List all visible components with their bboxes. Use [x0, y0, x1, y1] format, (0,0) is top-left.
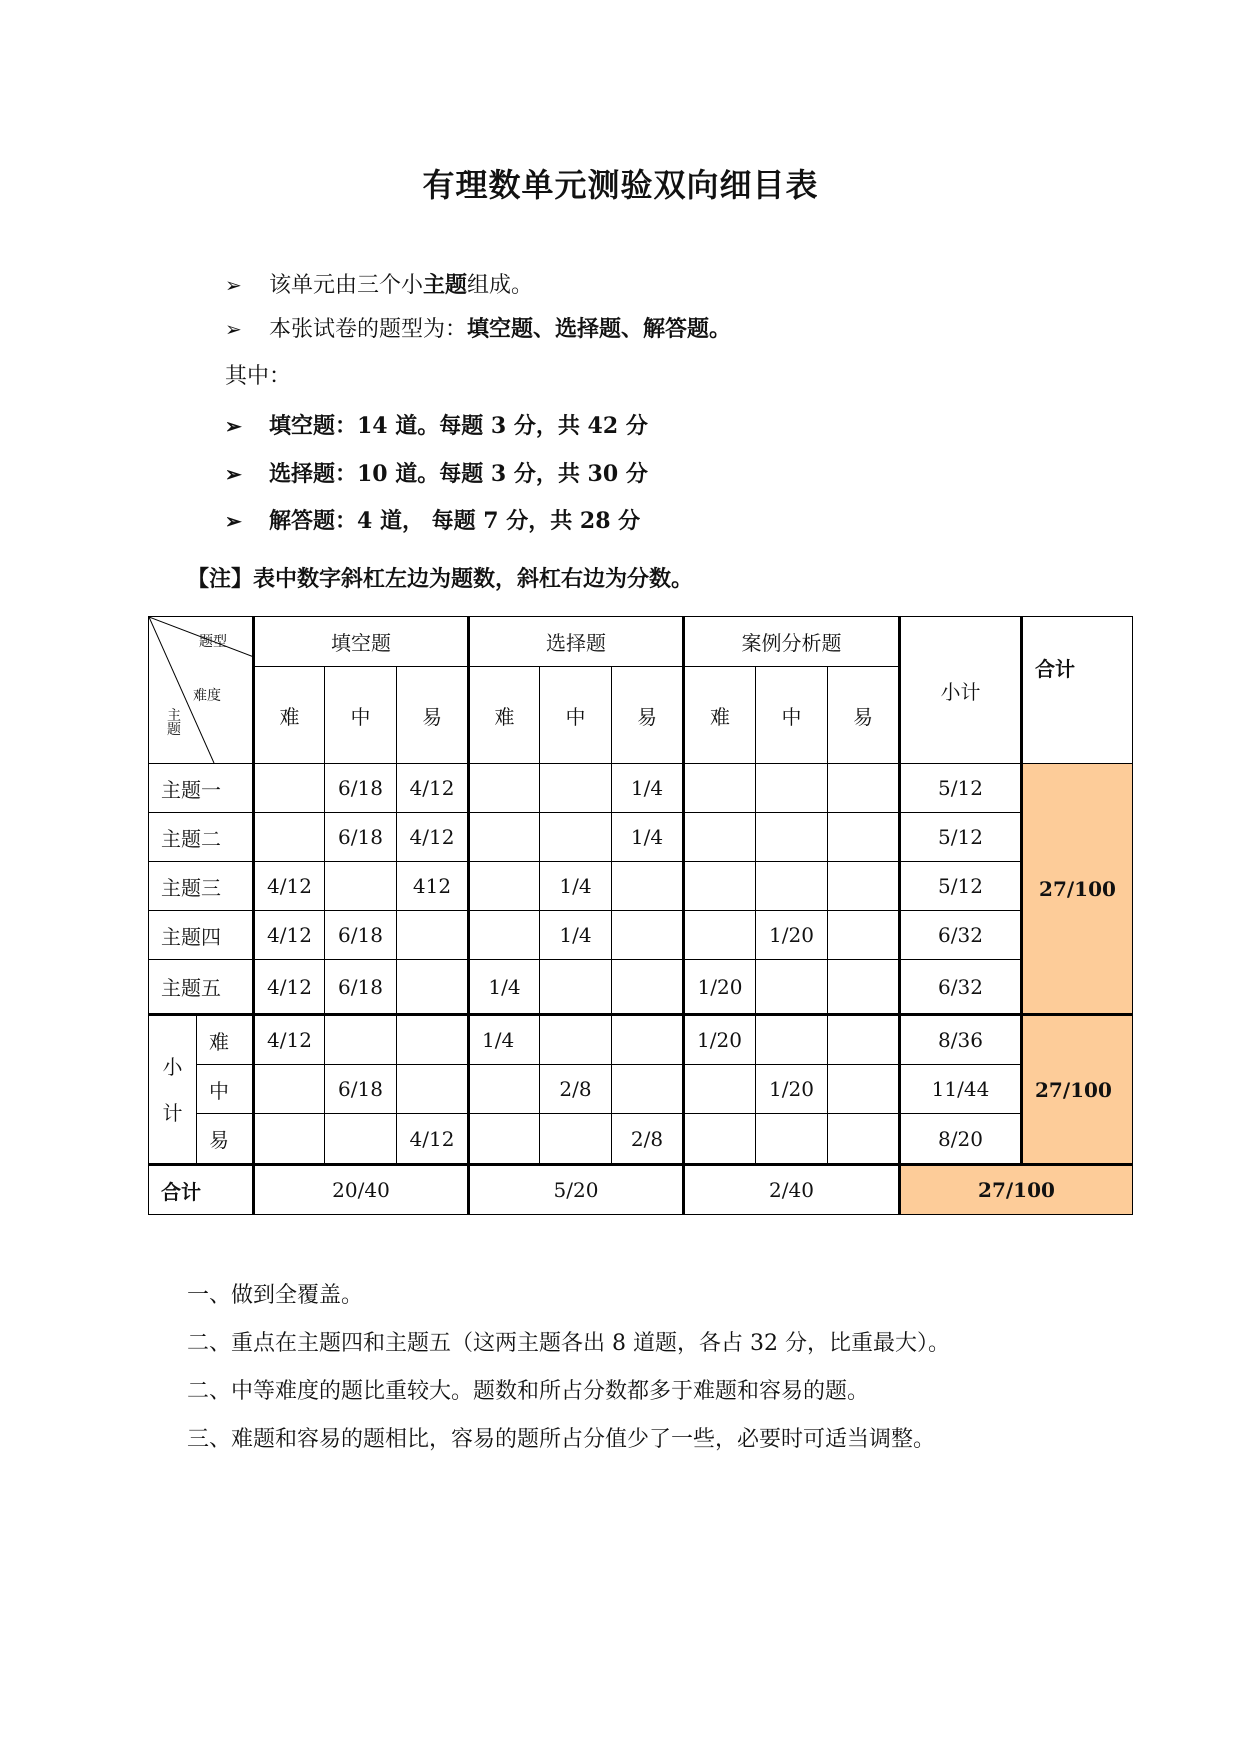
table-note: 【注】表中数字斜杠左边为题数，斜杠右边为分数。	[187, 566, 694, 592]
bullet-line: ➢ 该单元由三个小主题组成。	[225, 272, 534, 298]
table-cell	[828, 1015, 900, 1065]
table-cell	[612, 862, 684, 911]
arrow-bullet-icon: ➢	[225, 462, 242, 486]
table-cell: 1/4	[540, 911, 612, 960]
arrow-bullet-icon: ➢	[225, 509, 242, 533]
difficulty-header: 难	[469, 667, 540, 764]
table-cell	[540, 960, 612, 1015]
subtotal-header: 小计	[900, 617, 1022, 764]
table-row	[149, 1065, 1133, 1114]
difficulty-header: 中	[325, 667, 397, 764]
table-cell	[684, 1114, 756, 1165]
table-cell	[828, 1065, 900, 1114]
conclusion-line: 一、做到全覆盖。	[187, 1283, 364, 1308]
corner-header	[149, 617, 254, 764]
difficulty-level: 易	[197, 1114, 254, 1165]
row-subtotal: 8/20	[900, 1114, 1022, 1165]
corner-topic-label: 主题	[167, 708, 181, 738]
table-cell: 4/12	[254, 960, 325, 1015]
group-header: 案例分析题	[684, 617, 900, 667]
table-cell: 1/20	[684, 1015, 756, 1065]
table-cell	[540, 1114, 612, 1165]
table-cell: 412	[397, 862, 469, 911]
qizhong-label: 其中：	[225, 364, 292, 389]
table-cell	[325, 862, 397, 911]
table-row	[149, 862, 1133, 911]
group-total: 20/40	[254, 1165, 469, 1215]
table-cell	[469, 862, 540, 911]
table-cell	[828, 813, 900, 862]
table-cell	[828, 862, 900, 911]
conclusion-line: 二、重点在主题四和主题五（这两主题各出 8 道题，各占 32 分，比重最大）。	[187, 1331, 950, 1356]
table-cell	[828, 1114, 900, 1165]
topic-name: 主题三	[149, 862, 254, 911]
table-cell	[469, 1065, 540, 1114]
table-row	[149, 1015, 1133, 1065]
row-subtotal: 5/12	[900, 813, 1022, 862]
table-cell: 1/4	[612, 813, 684, 862]
conclusion-line: 三、难题和容易的题相比，容易的题所占分值少了一些，必要时可适当调整。	[187, 1427, 936, 1452]
difficulty-header: 易	[612, 667, 684, 764]
table-row	[149, 911, 1133, 960]
table-cell: 4/12	[397, 764, 469, 813]
table-cell	[469, 764, 540, 813]
corner-difficulty-label: 难度	[193, 688, 221, 704]
table-row	[149, 1114, 1133, 1165]
table-cell: 6/18	[325, 813, 397, 862]
table-cell: 6/18	[325, 1065, 397, 1114]
difficulty-level: 难	[197, 1015, 254, 1065]
table-cell: 1/4	[540, 862, 612, 911]
arrow-bullet-icon: ➢	[225, 273, 242, 297]
table-cell	[684, 764, 756, 813]
table-cell: 6/18	[325, 764, 397, 813]
table-cell: 1/20	[684, 960, 756, 1015]
table-cell	[325, 1015, 397, 1065]
table-cell	[469, 1114, 540, 1165]
question-type-line: ➢ 解答题：4 道， 每题 7 分，共 28 分	[225, 508, 641, 534]
group-total: 2/40	[684, 1165, 900, 1215]
group-total: 5/20	[469, 1165, 684, 1215]
topic-name: 主题五	[149, 960, 254, 1015]
table-cell	[756, 813, 828, 862]
difficulty-level: 中	[197, 1065, 254, 1114]
conclusion-line: 二、中等难度的题比重较大。题数和所占分数都多于难题和容易的题。	[187, 1379, 870, 1404]
spec-table	[148, 616, 1133, 1215]
arrow-bullet-icon: ➢	[225, 414, 242, 438]
row-subtotal: 6/32	[900, 911, 1022, 960]
table-cell	[254, 1114, 325, 1165]
row-subtotal: 8/36	[900, 1015, 1022, 1065]
table-cell: 1/4	[612, 764, 684, 813]
table-cell	[254, 1065, 325, 1114]
topic-name: 主题四	[149, 911, 254, 960]
table-cell	[612, 960, 684, 1015]
page-title: 有理数单元测验双向细目表	[422, 166, 819, 204]
table-cell	[397, 1065, 469, 1114]
table-cell: 6/18	[325, 911, 397, 960]
table-cell	[756, 764, 828, 813]
table-cell	[397, 960, 469, 1015]
difficulty-total: 27/100	[1022, 1015, 1133, 1165]
table-cell	[684, 1065, 756, 1114]
row-subtotal: 6/32	[900, 960, 1022, 1015]
row-subtotal: 5/12	[900, 862, 1022, 911]
topic-name: 主题二	[149, 813, 254, 862]
table-cell: 4/12	[254, 862, 325, 911]
table-cell	[756, 960, 828, 1015]
table-cell	[612, 1065, 684, 1114]
table-cell	[469, 911, 540, 960]
table-cell	[756, 1114, 828, 1165]
row-subtotal: 11/44	[900, 1065, 1022, 1114]
grand-total-row	[149, 1165, 1133, 1215]
grand-total-label: 合计	[149, 1165, 254, 1215]
table-cell	[756, 1015, 828, 1065]
table-cell	[756, 862, 828, 911]
corner-type-label: 题型	[199, 634, 227, 650]
table-cell	[828, 911, 900, 960]
table-cell	[540, 813, 612, 862]
difficulty-header: 中	[540, 667, 612, 764]
table-cell	[469, 813, 540, 862]
table-cell	[828, 960, 900, 1015]
group-header: 填空题	[254, 617, 469, 667]
bullet-line: ➢ 本张试卷的题型为：填空题、选择题、解答题。	[225, 316, 732, 342]
table-cell	[612, 1015, 684, 1065]
table-cell: 4/12	[254, 911, 325, 960]
table-cell	[684, 813, 756, 862]
difficulty-header: 难	[684, 667, 756, 764]
table-cell	[828, 764, 900, 813]
subtotal-group-label: 小 计	[149, 1015, 197, 1165]
difficulty-header: 易	[828, 667, 900, 764]
difficulty-header: 中	[756, 667, 828, 764]
table-cell: 6/18	[325, 960, 397, 1015]
table-cell	[254, 813, 325, 862]
table-cell	[397, 1015, 469, 1065]
topic-name: 主题一	[149, 764, 254, 813]
table-row	[149, 813, 1133, 862]
table-cell: 1/4	[469, 1015, 540, 1065]
table-cell	[684, 862, 756, 911]
table-cell	[612, 911, 684, 960]
table-cell	[540, 764, 612, 813]
table-cell	[254, 764, 325, 813]
grand-total-value: 27/100	[900, 1165, 1133, 1215]
row-subtotal: 5/12	[900, 764, 1022, 813]
table-cell: 1/4	[469, 960, 540, 1015]
table-cell	[397, 911, 469, 960]
table-cell: 2/8	[612, 1114, 684, 1165]
question-type-line: ➢ 填空题：14 道。每题 3 分，共 42 分	[225, 413, 648, 439]
table-cell: 2/8	[540, 1065, 612, 1114]
table-cell	[540, 1015, 612, 1065]
difficulty-header: 易	[397, 667, 469, 764]
table-cell: 1/20	[756, 911, 828, 960]
table-cell: 4/12	[397, 1114, 469, 1165]
table-cell: 4/12	[397, 813, 469, 862]
difficulty-header: 难	[254, 667, 325, 764]
table-cell: 4/12	[254, 1015, 325, 1065]
group-header: 选择题	[469, 617, 684, 667]
total-header: 合计	[1022, 617, 1133, 764]
question-type-line: ➢ 选择题：10 道。每题 3 分，共 30 分	[225, 461, 648, 487]
table-cell	[684, 911, 756, 960]
two-way-table	[148, 616, 1133, 1215]
table-row	[149, 960, 1133, 1015]
table-cell	[325, 1114, 397, 1165]
topic-total: 27/100	[1022, 764, 1133, 1015]
table-row	[149, 764, 1133, 813]
arrow-bullet-icon: ➢	[225, 317, 242, 341]
table-cell: 1/20	[756, 1065, 828, 1114]
